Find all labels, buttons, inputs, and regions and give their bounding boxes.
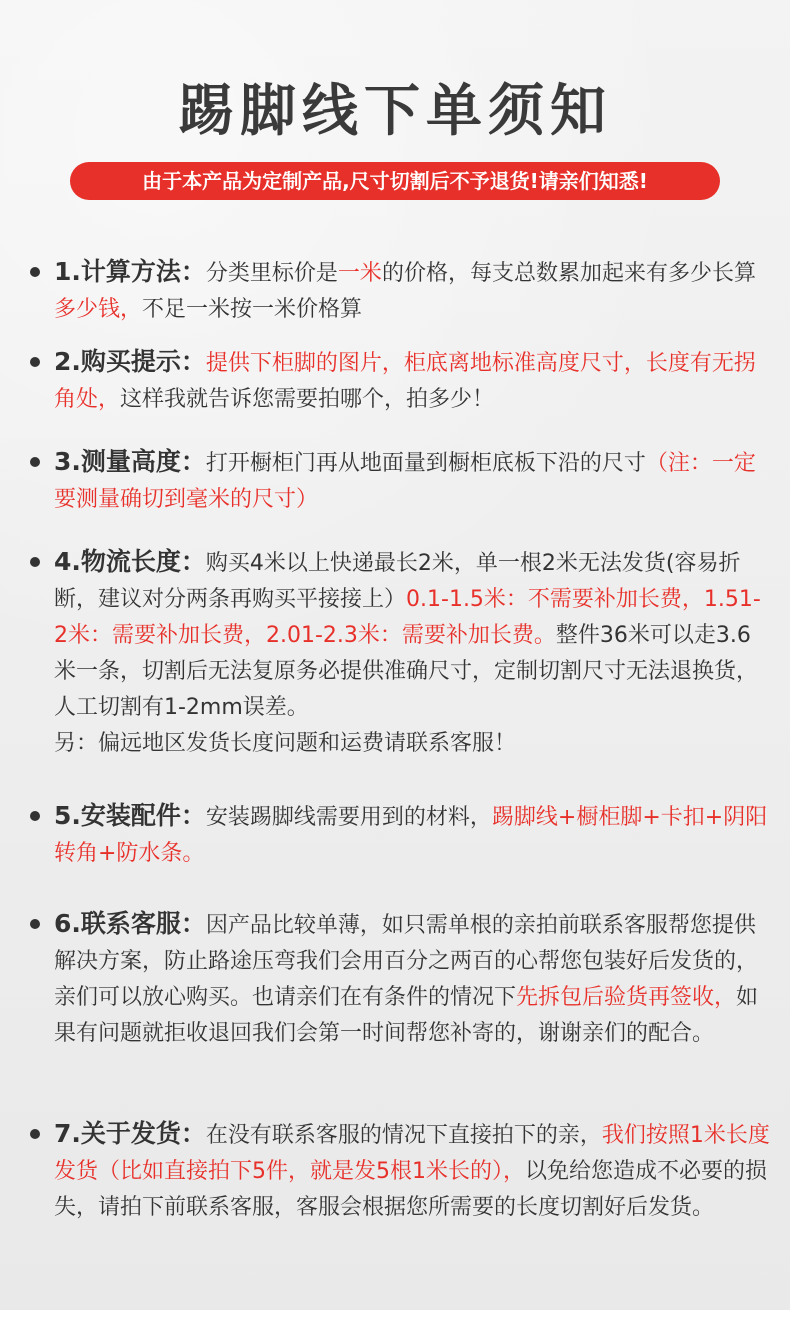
page-title: 踢脚线下单须知 xyxy=(178,79,612,144)
item-label: 6.联系客服： xyxy=(54,909,206,938)
notice-item-measure-height xyxy=(30,444,770,518)
bullet-icon xyxy=(30,557,40,567)
item-highlight: 多少钱， xyxy=(54,297,143,322)
item-highlight: 先拆包后验货再签收， xyxy=(516,985,737,1010)
item-text: 这样我就告诉您需要拍哪个，拍多少！ xyxy=(120,387,495,412)
item-highlight: 一米 xyxy=(337,261,382,286)
item-highlight: 踢脚线+橱柜脚+卡扣+阴阳转角+防水条。 xyxy=(54,805,768,866)
item-text: 如果有问题就拒收退回我们会第一时间帮您补寄的，谢谢亲们的配合。 xyxy=(54,985,759,1046)
bullet-icon xyxy=(30,811,40,821)
notice-item-purchase-tip xyxy=(30,344,770,418)
item-highlight: 提供下柜脚的图片，柜底离地标准高度尺寸，长度有无拐角处， xyxy=(54,351,756,412)
item-text: 分类里标价是 xyxy=(205,261,338,286)
item-highlight: 0.1-1.5米：不需要补加长费，1.51-2米：需要补加长费，2.01-2.3米：需要补加长费。 xyxy=(54,587,761,648)
bullet-icon xyxy=(30,457,40,467)
item-text: 在没有联系客服的情况下直接拍下的亲， xyxy=(205,1123,602,1148)
item-label: 4.物流长度： xyxy=(54,547,206,576)
notice-item-body xyxy=(54,254,770,328)
notice-item-body xyxy=(54,544,770,762)
warning-banner: 由于本产品为定制产品,尺寸切割后不予退货!请亲们知悉! xyxy=(70,162,720,200)
item-label: 7.关于发货： xyxy=(54,1119,206,1148)
item-highlight: （注：一定要测量确切到毫米的尺寸） xyxy=(54,451,756,512)
notice-item-body xyxy=(54,444,770,518)
notice-item-accessories xyxy=(30,798,770,872)
item-label: 5.安装配件： xyxy=(54,801,206,830)
item-note: 另：偏远地区发货长度问题和运费请联系客服！ xyxy=(54,731,517,756)
bullet-icon xyxy=(30,357,40,367)
item-label: 3.测量高度： xyxy=(54,447,206,476)
notice-item-body xyxy=(54,1116,770,1226)
item-text: 的价格，每支总数累加起来有多少长算 xyxy=(381,261,756,286)
item-label: 2.购买提示： xyxy=(54,347,206,376)
notice-item-logistics-length xyxy=(30,544,770,762)
notice-item-calculation xyxy=(30,254,770,328)
item-text: 以免给您造成不必要的损失，请拍下前联系客服，客服会根据您所需要的长度切割好后发货。 xyxy=(54,1159,768,1220)
item-text: 不足一米按一米价格算 xyxy=(142,297,363,322)
bullet-icon xyxy=(30,919,40,929)
item-highlight: 我们按照1米长度发货（比如直接拍下5件，就是发5根1米长的）， xyxy=(54,1123,770,1184)
bullet-icon xyxy=(30,267,40,277)
notice-item-body xyxy=(54,798,770,872)
item-text: 安装踢脚线需要用到的材料， xyxy=(205,805,492,830)
item-text: 因产品比较单薄，如只需单根的亲拍前联系客服帮您提供解决方案，防止路途压弯我们会用百分之两百的心帮您包装好后发货的，亲们可以放心购买。也请亲们在有条件的情况下 xyxy=(54,913,759,1010)
item-text: 购买4米以上快递最长2米，单一根2米无法发货(容易折断，建议对分两条再购买平接接上） xyxy=(54,551,741,612)
bottom-strip xyxy=(0,1310,790,1318)
notice-item-shipping xyxy=(30,1116,770,1226)
bullet-icon xyxy=(30,1129,40,1139)
notice-item-contact-service xyxy=(30,906,770,1052)
notice-item-body xyxy=(54,906,770,1052)
notice-item-body xyxy=(54,344,770,418)
item-label: 1.计算方法： xyxy=(54,257,206,286)
item-text: 整件36米可以走3.6米一条，切割后无法复原务必提供准确尺寸，定制切割尺寸无法退换货，人工切割有1-2mm误差。 xyxy=(54,623,759,720)
item-text: 打开橱柜门再从地面量到橱柜底板下沿的尺寸 xyxy=(205,451,646,476)
